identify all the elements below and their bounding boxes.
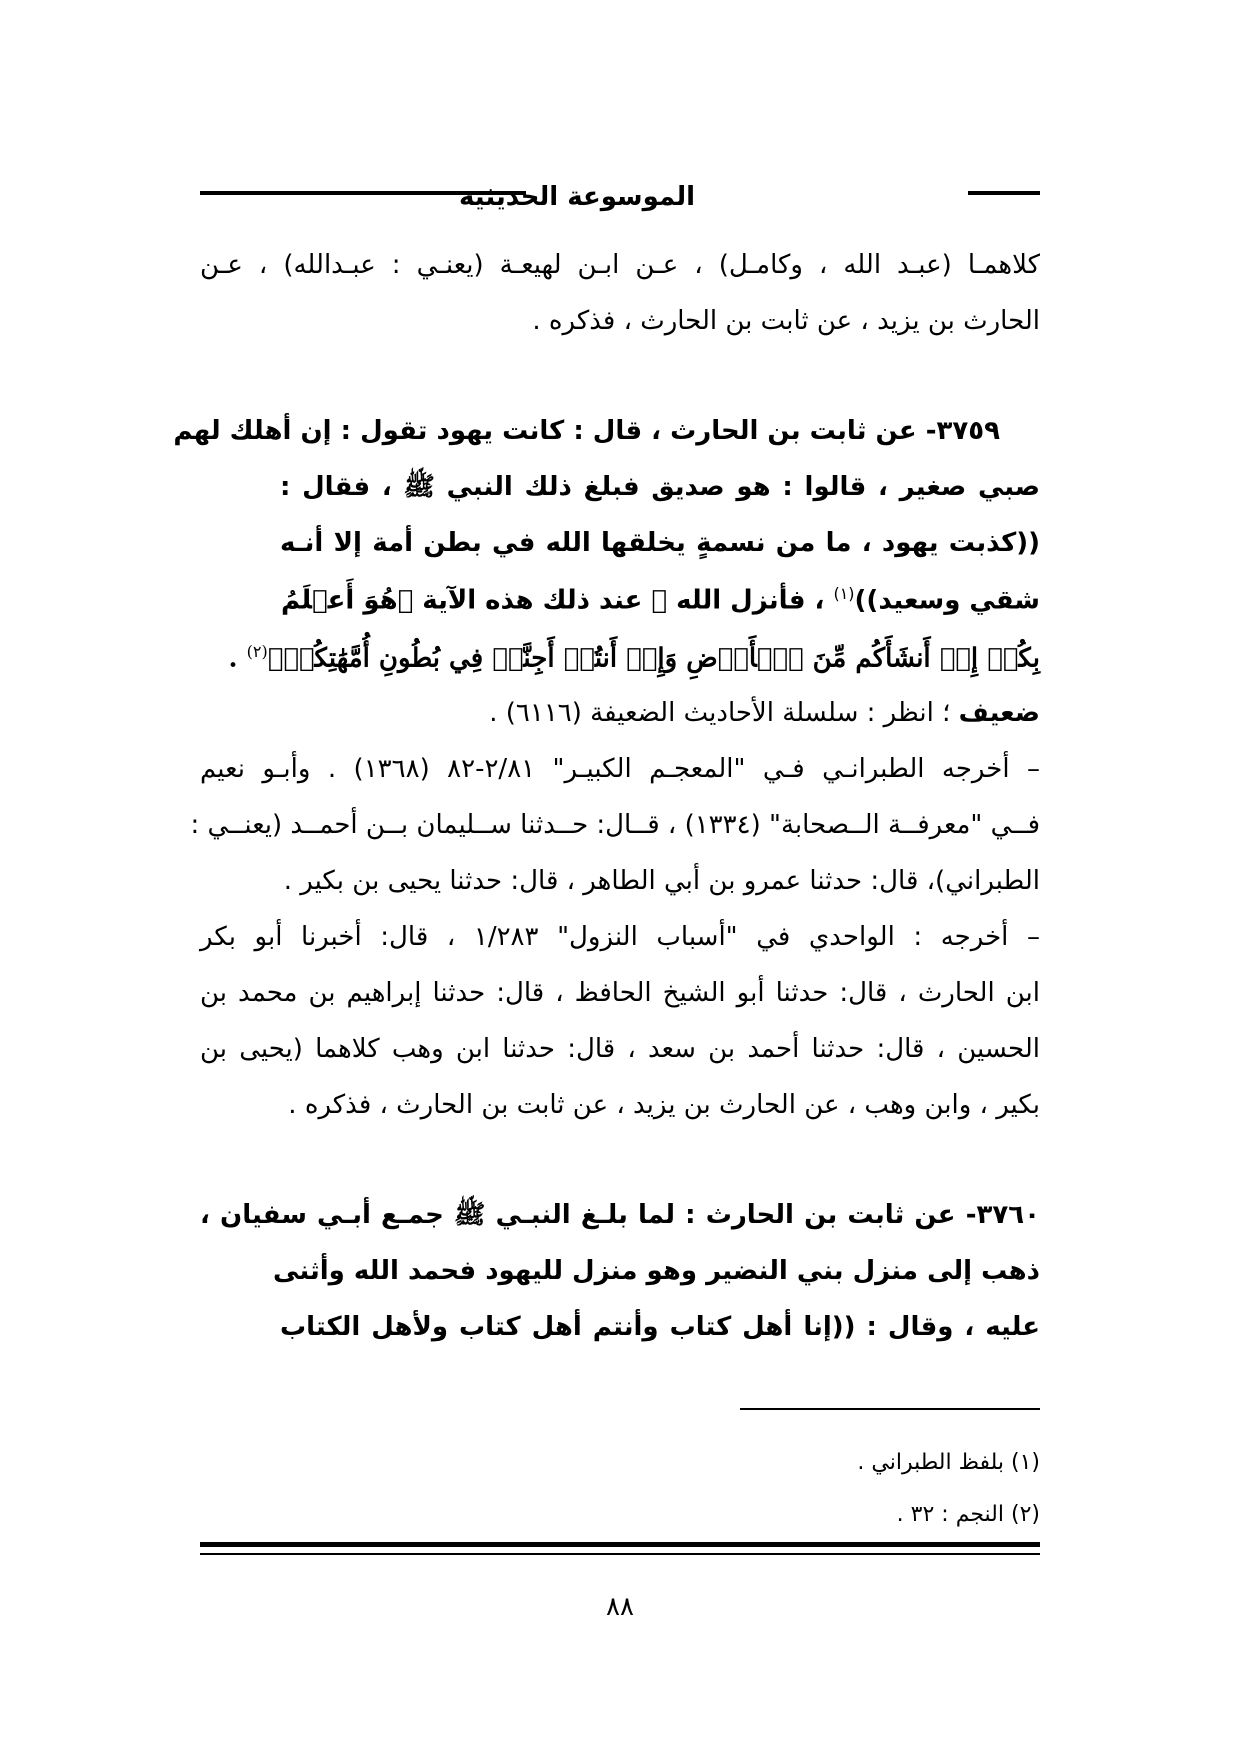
takhrij-1-line-2: فــي "معرفــة الــصحابة" (١٣٣٤) ، قــال: حــدثنا ســليمان بــن أحمــد (يعنــي :: [190, 810, 1040, 840]
grading-line: [489, 700, 1040, 726]
header-title: الموسوعة الحديثية: [458, 182, 695, 212]
takhrij-2-line-1: – أخرجه : الواحدي في "أسباب النزول" ١/٢٨٣ ، قال: أخبرنا أبو بكر: [200, 922, 1040, 952]
hadith-3759-line-4: [281, 586, 1040, 614]
quran-verse-line: [229, 644, 1040, 672]
takhrij-2-line-3: الحسين ، قال: حدثنا أحمد بن سعد ، قال: حدثنا ابن وهب كلاهما (يحيى بن: [200, 1034, 1040, 1064]
hadith-3760-line-3: عليه ، وقال : ((إنا أهل كتاب وأنتم أهل كتاب ولأهل الكتاب: [280, 1312, 1040, 1342]
bottom-rule-thick: [200, 1542, 1040, 1547]
hadith-3760-line-1: ٣٧٦٠- عن ثابت بن الحارث : لما بلـغ النبـي ﷺ جمـع أبـي سفيان ،: [200, 1200, 1040, 1230]
footnote-separator: [740, 1408, 1040, 1410]
hadith-3759-line-1: ٣٧٥٩- عن ثابت بن الحارث ، قال : كانت يهود تقول : إن أهلك لهم: [173, 416, 1000, 446]
takhrij-2-line-4: بكير ، وابن وهب ، عن الحارث بن يزيد ، عن ثابت بن الحارث ، فذكره .: [288, 1090, 1040, 1120]
quran-verse-end: .: [228, 643, 247, 674]
hadith-3759-line-4-text-a: شقي وسعيد)): [854, 585, 1040, 616]
hadith-3759-line-4-text-b: ، فأنزل الله ﷻ عند ذلك هذه الآية ﴿هُوَ أَعۡلَمُ: [281, 585, 834, 616]
grading-label: ضعيف: [958, 698, 1040, 728]
takhrij-1-line-3: الطبراني)، قال: حدثنا عمرو بن أبي الطاهر ، قال: حدثنا يحيى بن بكير .: [283, 866, 1040, 896]
page-number: ٨٨: [606, 1592, 634, 1622]
intro-line-1: كلاهمـا (عبـد الله ، وكامـل) ، عـن ابـن لهيعـة (يعنـي : عبـدالله) ، عـن: [200, 250, 1040, 280]
quran-verse-text: بِكُمۡ إِذۡ أَنشَأَكُم مِّنَ ٱلۡأَرۡضِ وَإِذۡ أَنتُمۡ أَجِنَّةٞ فِي بُطُونِ أُمَّهَٰتِكُمۡ﴾: [267, 643, 1040, 674]
footnote-2: (٢) النجم : ٣٢ .: [896, 1502, 1040, 1527]
footnote-marker-2: (٢): [246, 642, 268, 661]
header-rule-right: [968, 191, 1040, 195]
footnote-marker-1: (١): [833, 584, 855, 603]
intro-line-2: الحارث بن يزيد ، عن ثابت بن الحارث ، فذكره .: [532, 306, 1040, 336]
grading-text: ؛ انظر : سلسلة الأحاديث الضعيفة (٦١١٦) .: [489, 698, 951, 728]
hadith-3760-line-2: ذهب إلى منزل بني النضير وهو منزل لليهود فحمد الله وأثنى: [273, 1256, 1040, 1286]
footnote-1: (١) بلفظ الطبراني .: [857, 1450, 1040, 1475]
hadith-3759-line-3: ((كذبت يهود ، ما من نسمةٍ يخلقها الله في بطن أمة إلا أنـه: [280, 528, 1040, 558]
hadith-3759-line-2: صبي صغير ، قالوا : هو صديق فبلغ ذلك النبي ﷺ ، فقال :: [280, 472, 1040, 502]
takhrij-1-line-1: – أخرجه الطبرانـي فـي "المعجـم الكبيـر" ٢/٨١-٨٢ (١٣٦٨) . وأبـو نعيم: [200, 754, 1040, 784]
takhrij-2-line-2: ابن الحارث ، قال: حدثنا أبو الشيخ الحافظ ، قال: حدثنا إبراهيم بن محمد بن: [200, 978, 1040, 1008]
bottom-rule-thin: [200, 1553, 1040, 1555]
